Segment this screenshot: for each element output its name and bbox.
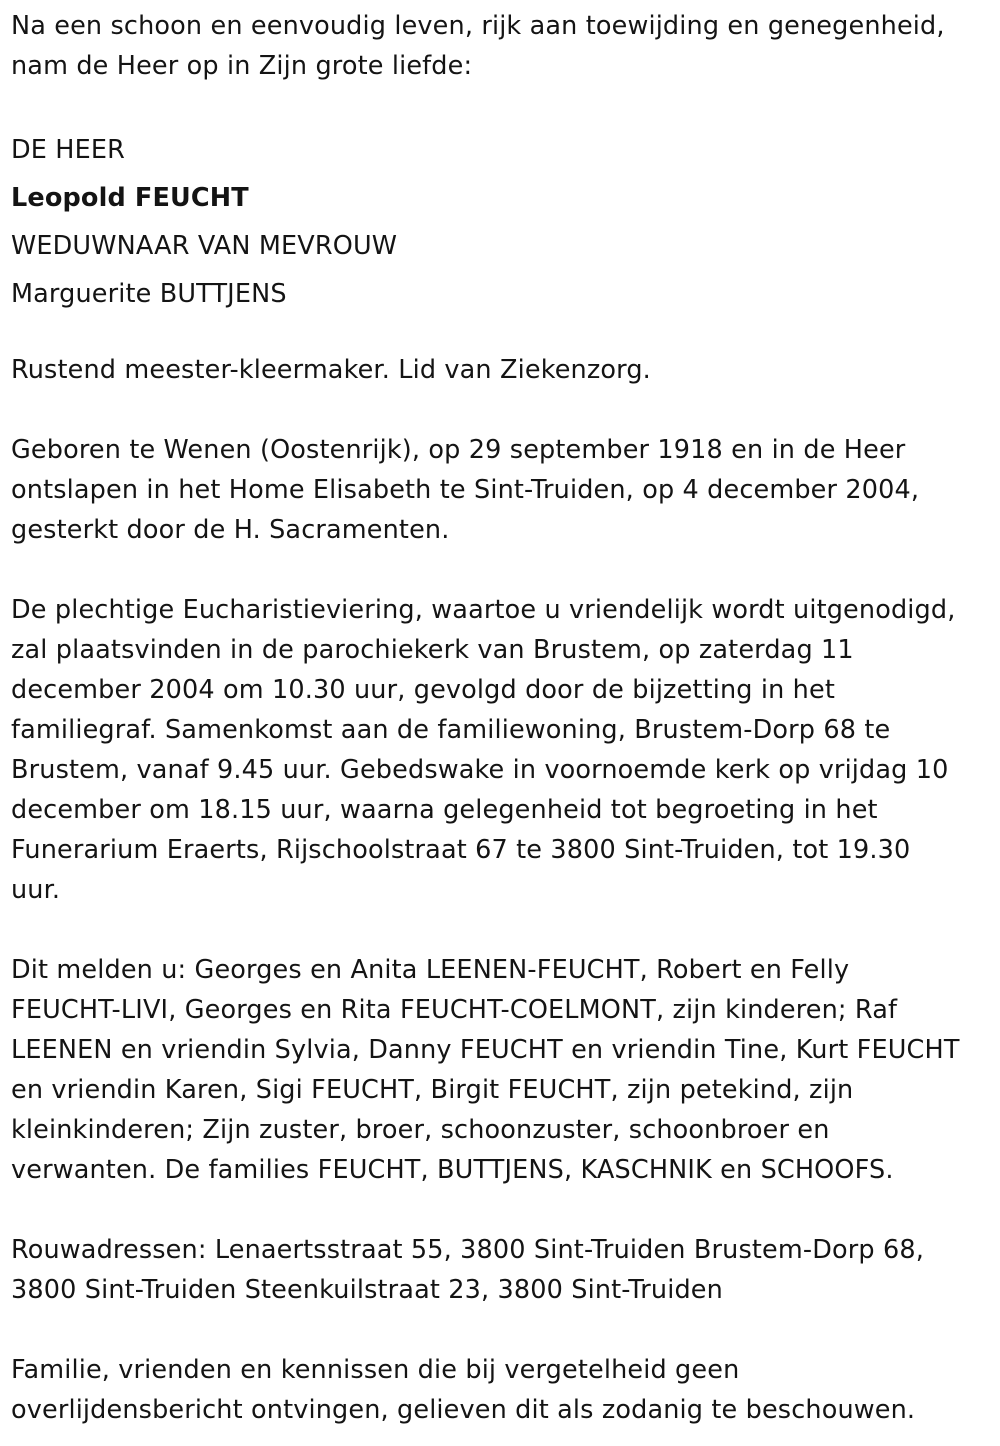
family-line: Dit melden u: Georges en Anita LEENEN-FEUCHT, Robert en Felly xyxy=(11,955,850,985)
intro-line: nam de Heer op in Zijn grote liefde: xyxy=(11,51,473,81)
ceremony-line: De plechtige Eucharistieviering, waartoe u vriendelijk wordt uitgenodigd, xyxy=(11,595,956,625)
paragraph-gap xyxy=(11,1190,996,1230)
intro-paragraph xyxy=(11,6,996,86)
widower-line: WEDUWNAAR VAN MEVROUW xyxy=(11,231,398,261)
spouse-name: Marguerite BUTTJENS xyxy=(11,279,287,309)
family-paragraph xyxy=(11,950,996,1190)
family-line: en vriendin Karen, Sigi FEUCHT, Birgit FEUCHT, zijn petekind, zijn xyxy=(11,1075,854,1105)
ceremony-line: december 2004 om 10.30 uur, gevolgd door de bijzetting in het xyxy=(11,675,835,705)
intro-line: Na een schoon en eenvoudig leven, rijk aan toewijding en genegenheid, xyxy=(11,11,945,41)
deceased-heading xyxy=(11,126,996,318)
deceased-name: Leopold FEUCHT xyxy=(11,183,249,213)
addresses-paragraph xyxy=(11,1230,996,1310)
obituary-notice xyxy=(11,6,996,1430)
paragraph-gap xyxy=(11,910,996,950)
address-line: 3800 Sint-Truiden Steenkuilstraat 23, 3800 Sint-Truiden xyxy=(11,1275,723,1305)
birth-death-paragraph xyxy=(11,430,996,550)
ceremony-paragraph xyxy=(11,590,996,910)
address-line: Rouwadressen: Lenaertsstraat 55, 3800 Sint-Truiden Brustem-Dorp 68, xyxy=(11,1235,924,1265)
ceremony-line: zal plaatsvinden in de parochiekerk van Brustem, op zaterdag 11 xyxy=(11,635,854,665)
birth-death-line: ontslapen in het Home Elisabeth te Sint-Truiden, op 4 december 2004, xyxy=(11,475,920,505)
closing-line: Familie, vrienden en kennissen die bij vergetelheid geen xyxy=(11,1355,740,1385)
ceremony-line: familiegraf. Samenkomst aan de familiewoning, Brustem-Dorp 68 te xyxy=(11,715,891,745)
ceremony-line: december om 18.15 uur, waarna gelegenheid tot begroeting in het xyxy=(11,795,878,825)
paragraph-gap xyxy=(11,390,996,430)
family-line: verwanten. De families FEUCHT, BUTTJENS, KASCHNIK en SCHOOFS. xyxy=(11,1155,894,1185)
occupation-line: Rustend meester-kleermaker. Lid van Ziekenzorg. xyxy=(11,355,651,385)
paragraph-gap xyxy=(11,1310,996,1350)
occupation-paragraph xyxy=(11,350,996,390)
family-line: LEENEN en vriendin Sylvia, Danny FEUCHT en vriendin Tine, Kurt FEUCHT xyxy=(11,1035,960,1065)
family-line: kleinkinderen; Zijn zuster, broer, schoonzuster, schoonbroer en xyxy=(11,1115,830,1145)
ceremony-line: Funerarium Eraerts, Rijschoolstraat 67 te 3800 Sint-Truiden, tot 19.30 xyxy=(11,835,911,865)
paragraph-gap xyxy=(11,318,996,350)
closing-paragraph xyxy=(11,1350,996,1430)
honorific-title: DE HEER xyxy=(11,135,126,165)
birth-death-line: Geboren te Wenen (Oostenrijk), op 29 september 1918 en in de Heer xyxy=(11,435,906,465)
closing-line: overlijdensbericht ontvingen, gelieven dit als zodanig te beschouwen. xyxy=(11,1395,916,1425)
paragraph-gap xyxy=(11,550,996,590)
family-line: FEUCHT-LIVI, Georges en Rita FEUCHT-COELMONT, zijn kinderen; Raf xyxy=(11,995,898,1025)
birth-death-line: gesterkt door de H. Sacramenten. xyxy=(11,515,450,545)
ceremony-line: uur. xyxy=(11,875,61,905)
ceremony-line: Brustem, vanaf 9.45 uur. Gebedswake in voornoemde kerk op vrijdag 10 xyxy=(11,755,949,785)
paragraph-gap xyxy=(11,86,996,126)
